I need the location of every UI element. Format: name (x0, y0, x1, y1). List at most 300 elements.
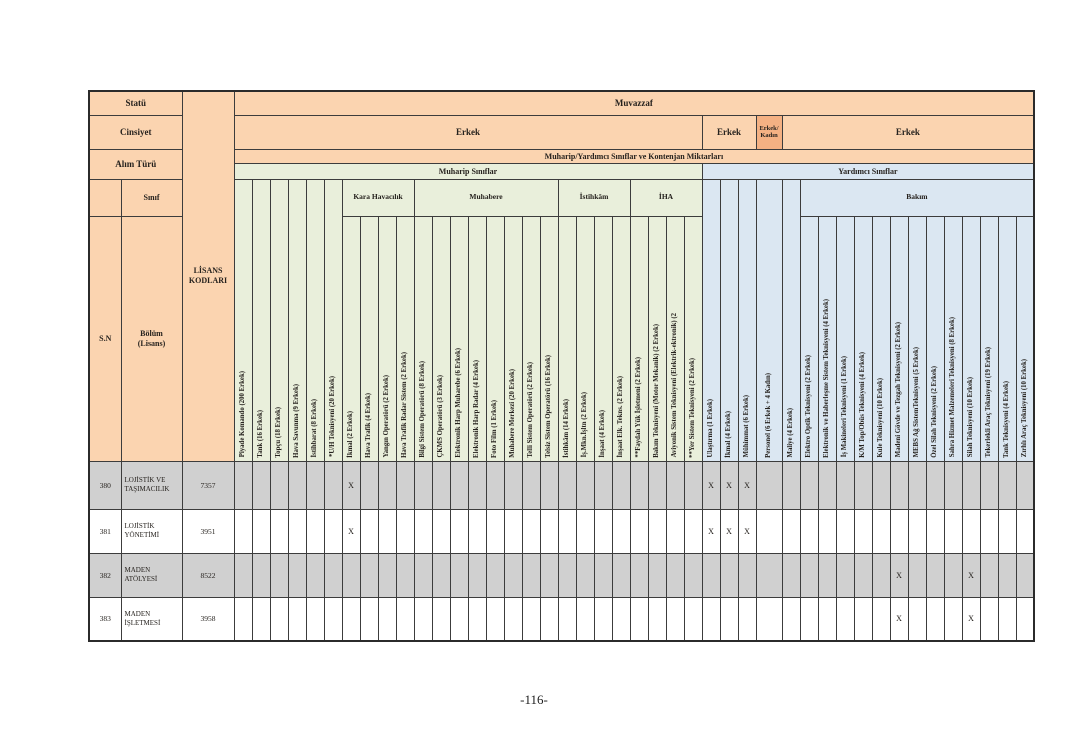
column-header (980, 216, 998, 461)
quota-cell (378, 597, 396, 641)
quota-cell (414, 597, 432, 641)
quota-cell (818, 461, 836, 509)
alim-turu-label: Alım Türü (89, 149, 182, 179)
column-header (908, 216, 926, 461)
column-header-text: İnşaat (4 Erkek) (599, 409, 607, 458)
column-header-text: Yangın Operatörü (2 Erkek) (383, 374, 391, 458)
column-header-text: Muhabere Merkezi (20 Erkek) (509, 368, 517, 458)
quota-cell (872, 509, 890, 553)
quota-cell (926, 509, 944, 553)
quota-cell (854, 553, 872, 597)
column-header (504, 216, 522, 461)
quota-cell (702, 597, 720, 641)
quota-cell (738, 597, 756, 641)
quota-cell (306, 461, 324, 509)
column-header (414, 216, 432, 461)
column-header (998, 216, 1016, 461)
quota-cell (1016, 461, 1034, 509)
quota-cell (1016, 553, 1034, 597)
column-header (666, 216, 684, 461)
quota-cell (252, 509, 270, 553)
row-bolum: LOJİSTİK VE TAŞIMACILIK (121, 461, 182, 509)
column-header-text: Piyade Komando (200 Erkek) (239, 371, 247, 458)
muvazzaf-cell: Muvazzaf (234, 91, 1034, 115)
column-header-text: İş Makineleri Teknisyeni (1 Erkek) (841, 356, 849, 458)
column-header (944, 216, 962, 461)
column-header-text: Mühimmat (6 Erkek) (743, 395, 751, 458)
quota-cell (720, 597, 738, 641)
quota-cell (378, 553, 396, 597)
quota-cell (800, 509, 818, 553)
column-header-text: **Yer Sistem Teknisyeni (2 Erkek) (689, 357, 697, 458)
row-kod: 3951 (182, 509, 234, 553)
column-header (270, 179, 288, 461)
quota-cell (944, 509, 962, 553)
quota-cell (998, 553, 1016, 597)
gender-cell: Erkek (234, 115, 702, 149)
column-header-text: Maliye (4 Erkek) (787, 408, 795, 458)
column-header (800, 216, 818, 461)
section-muharip: Muharip Sınıflar (234, 163, 702, 179)
quota-cell (782, 461, 800, 509)
quota-cell-marked: X (890, 553, 908, 597)
quota-cell (782, 597, 800, 641)
quota-cell (648, 509, 666, 553)
row-bolum: LOJİSTİK YÖNETİMİ (121, 509, 182, 553)
column-header (540, 216, 558, 461)
quota-cell (612, 597, 630, 641)
column-header-text: Sahra Hizmet Malzemeleri Teknisyeni (8 Erkek) (949, 317, 957, 458)
column-header (890, 216, 908, 461)
column-header-text: İnşaat Elk. Tekns. (2 Erkek) (617, 375, 625, 458)
column-header-text: İkmal (4 Erkek) (725, 410, 733, 458)
column-header-text: Elektronik Harp Radar (4 Erkek) (473, 359, 481, 458)
quota-cell (432, 553, 450, 597)
column-header (648, 216, 666, 461)
quota-cell (396, 461, 414, 509)
column-header (432, 216, 450, 461)
row-bolum: MADEN İŞLETMESİ (121, 597, 182, 641)
quota-cell (926, 597, 944, 641)
quota-cell (612, 553, 630, 597)
column-header (306, 179, 324, 461)
quota-cell (540, 509, 558, 553)
column-header-text: Tekerlekli Araç Teknisyeni (19 Erkek) (985, 347, 993, 458)
quota-cell (468, 461, 486, 509)
column-header (756, 179, 782, 461)
quota-cell-marked: X (342, 509, 360, 553)
quota-cell (998, 597, 1016, 641)
column-header (324, 179, 342, 461)
quota-cell (702, 553, 720, 597)
column-header-text: Foto Film (1 Erkek) (491, 399, 499, 458)
gender-cell: Erkek/ Kadın (756, 115, 782, 149)
quota-cell (558, 461, 576, 509)
quota-cell (648, 597, 666, 641)
quota-cell (414, 461, 432, 509)
kontenjan-title: Muharip/Yardımcı Sınıflar ve Kontenjan Miktarları (234, 149, 1034, 163)
column-header (702, 179, 720, 461)
quota-cell (432, 597, 450, 641)
lisans-kodlari-label: LİSANS KODLARI (182, 91, 234, 461)
quota-cell (288, 597, 306, 641)
quota-cell (818, 597, 836, 641)
quota-cell (756, 509, 782, 553)
quota-cell (432, 509, 450, 553)
quota-cell-marked: X (702, 509, 720, 553)
quota-cell (234, 553, 252, 597)
quota-cell (468, 553, 486, 597)
column-header (486, 216, 504, 461)
column-header-text: Zırhlı Araç Teknisyeni (10 Erkek) (1021, 359, 1029, 458)
sn-top-cell (89, 179, 121, 216)
column-header-text: Elektro Optik Teknisyeni (2 Erkek) (805, 354, 813, 458)
column-header-text: K/M Top/Obüs Teknisyeni (4 Erkek) (859, 351, 867, 458)
quota-cell (666, 553, 684, 597)
quota-cell (1016, 597, 1034, 641)
column-group-label: İHA (630, 179, 702, 216)
column-header (1016, 216, 1034, 461)
column-header-text: Hava Trafik (4 Erkek) (365, 392, 373, 458)
quota-cell (782, 553, 800, 597)
quota-cell-marked: X (738, 461, 756, 509)
column-header (378, 216, 396, 461)
quota-cell (944, 597, 962, 641)
quota-cell (666, 597, 684, 641)
quota-cell (684, 597, 702, 641)
column-header (450, 216, 468, 461)
quota-cell (890, 461, 908, 509)
quota-cell-marked: X (702, 461, 720, 509)
quota-cell (504, 509, 522, 553)
column-header (872, 216, 890, 461)
quota-cell (540, 597, 558, 641)
quota-cell (306, 553, 324, 597)
table-row (89, 553, 1034, 597)
column-header-text: MEBS Ağ SistemTeknisyeni (5 Erkek) (913, 347, 921, 458)
column-header (782, 179, 800, 461)
table-row (89, 597, 1034, 641)
quota-table (88, 90, 1035, 642)
gender-cell: Erkek (782, 115, 1034, 149)
quota-cell (980, 597, 998, 641)
quota-cell (558, 553, 576, 597)
quota-cell (576, 597, 594, 641)
quota-cell (450, 553, 468, 597)
quota-cell (648, 461, 666, 509)
quota-cell (836, 461, 854, 509)
quota-cell (594, 553, 612, 597)
quota-cell (962, 509, 980, 553)
quota-cell (558, 509, 576, 553)
quota-cell-marked: X (890, 597, 908, 641)
quota-cell-marked: X (342, 461, 360, 509)
quota-cell-marked: X (720, 461, 738, 509)
column-header (360, 216, 378, 461)
column-header (234, 179, 252, 461)
quota-cell (630, 597, 648, 641)
column-header-text: Bilgi Sistem Operatörü (8 Erkek) (419, 360, 427, 458)
quota-cell (306, 509, 324, 553)
quota-cell (414, 553, 432, 597)
quota-cell (396, 553, 414, 597)
quota-cell (468, 509, 486, 553)
quota-cell (270, 509, 288, 553)
quota-cell (360, 553, 378, 597)
quota-cell (288, 509, 306, 553)
quota-cell (630, 553, 648, 597)
column-group-label: Kara Havacılık (342, 179, 414, 216)
quota-cell (944, 461, 962, 509)
column-header-text: Madeni Gövde ve Tezgah Teknisyeni (2 Erkek) (895, 322, 903, 458)
quota-cell (342, 553, 360, 597)
quota-cell (522, 553, 540, 597)
column-header (836, 216, 854, 461)
column-group-label: Bakım (800, 179, 1034, 216)
quota-cell (270, 553, 288, 597)
quota-cell (612, 461, 630, 509)
column-header (962, 216, 980, 461)
column-header-text: Ulaştırma (1 Erkek) (707, 398, 715, 458)
sinif-label: Sınıf (121, 179, 182, 216)
quota-cell (504, 461, 522, 509)
row-kod: 7357 (182, 461, 234, 509)
row-kod: 3958 (182, 597, 234, 641)
column-group-label: Muhabere (414, 179, 558, 216)
column-header-text: Özel Silah Teknisyeni (2 Erkek) (931, 365, 939, 458)
quota-cell (612, 509, 630, 553)
quota-cell (872, 461, 890, 509)
column-header-text: İstihkâm (14 Erkek) (563, 398, 571, 458)
quota-cell (854, 461, 872, 509)
quota-cell (962, 461, 980, 509)
quota-cell (684, 509, 702, 553)
column-header-text: Telsiz Sistem Operatörü (16 Erkek) (545, 354, 553, 458)
column-header (630, 216, 648, 461)
quota-cell (540, 553, 558, 597)
quota-cell (270, 597, 288, 641)
quota-cell-marked: X (720, 509, 738, 553)
column-header-text: **Faydalı Yük İşletmeni (2 Erkek) (635, 356, 643, 458)
quota-cell (234, 509, 252, 553)
column-header (522, 216, 540, 461)
quota-cell (854, 509, 872, 553)
column-header-text: İstihbarat (8 Erkek) (311, 398, 319, 458)
quota-cell (378, 509, 396, 553)
bolum-lisans-label: Bölüm (Lisans) (121, 216, 182, 461)
column-header (818, 216, 836, 461)
quota-cell (396, 509, 414, 553)
quota-cell (234, 461, 252, 509)
quota-cell (872, 597, 890, 641)
quota-cell (288, 461, 306, 509)
quota-cell (980, 553, 998, 597)
quota-cell (836, 597, 854, 641)
row-bolum: MADEN ATÖLYESİ (121, 553, 182, 597)
quota-cell (998, 509, 1016, 553)
table-row (89, 509, 1034, 553)
quota-cell (836, 553, 854, 597)
quota-cell (504, 597, 522, 641)
column-header-text: Telli Sistem Operatörü (2 Erkek) (527, 361, 535, 458)
quota-cell (630, 461, 648, 509)
quota-cell (666, 461, 684, 509)
column-header-text: Topçu (18 Erkek) (275, 406, 283, 458)
quota-cell (450, 597, 468, 641)
quota-cell (576, 553, 594, 597)
quota-cell (720, 553, 738, 597)
quota-cell (666, 509, 684, 553)
column-header-text: Elektronik ve Haberleşme Sistem Teknisyeni (4 Erkek) (823, 298, 831, 458)
quota-cell (360, 509, 378, 553)
quota-cell (594, 597, 612, 641)
quota-cell (324, 553, 342, 597)
quota-cell (504, 553, 522, 597)
quota-cell (756, 597, 782, 641)
quota-cell (522, 597, 540, 641)
quota-cell (288, 553, 306, 597)
column-header (342, 216, 360, 461)
quota-cell (576, 461, 594, 509)
quota-cell (782, 509, 800, 553)
column-header (252, 179, 270, 461)
quota-cell (360, 597, 378, 641)
quota-cell (800, 553, 818, 597)
column-header (594, 216, 612, 461)
quota-cell (738, 553, 756, 597)
quota-cell (800, 597, 818, 641)
column-header (288, 179, 306, 461)
quota-cell (450, 461, 468, 509)
quota-cell (944, 553, 962, 597)
column-header-text: Hava Trafik Radar Sistem (2 Erkek) (401, 351, 409, 458)
quota-cell (540, 461, 558, 509)
quota-cell (908, 509, 926, 553)
row-sn: 381 (89, 509, 121, 553)
column-header-text: ÇKMS Operatörü (3 Erkek) (437, 375, 445, 458)
quota-cell (234, 597, 252, 641)
quota-cell (396, 597, 414, 641)
quota-cell (684, 461, 702, 509)
quota-cell (836, 509, 854, 553)
quota-cell (872, 553, 890, 597)
row-kod: 8522 (182, 553, 234, 597)
column-header-text: Silah Teknisyeni (10 Erkek) (967, 377, 975, 458)
quota-cell-marked: X (962, 597, 980, 641)
column-header (612, 216, 630, 461)
column-header (396, 216, 414, 461)
quota-cell (522, 509, 540, 553)
quota-cell (558, 597, 576, 641)
quota-cell (756, 553, 782, 597)
column-header-text: Aviyonik Sistem Teknisyeni (Elektrik-ektronik) (2 (671, 313, 679, 458)
quota-cell (360, 461, 378, 509)
quota-cell (270, 461, 288, 509)
quota-cell (854, 597, 872, 641)
column-header-text: Personel (6 Erkek + 4 Kadın) (765, 372, 773, 458)
column-header-text: İkmal (2 Erkek) (347, 410, 355, 458)
quota-cell (486, 509, 504, 553)
quota-cell (450, 509, 468, 553)
quota-cell (684, 553, 702, 597)
column-header (926, 216, 944, 461)
quota-cell (1016, 509, 1034, 553)
quota-cell (306, 597, 324, 641)
quota-cell (252, 597, 270, 641)
quota-cell (980, 461, 998, 509)
quota-cell (468, 597, 486, 641)
gender-cell: Erkek (702, 115, 756, 149)
quota-cell-marked: X (738, 509, 756, 553)
page-number: -116- (520, 692, 548, 707)
column-header-text: *U/H Teknisyeni (20 Erkek) (329, 376, 337, 458)
statu-label: Statü (89, 91, 182, 115)
column-header-text: Kule Teknisyeni (10 Erkek) (877, 377, 885, 458)
column-header (468, 216, 486, 461)
column-header (684, 216, 702, 461)
quota-cell (818, 509, 836, 553)
column-header (576, 216, 594, 461)
quota-cell (908, 461, 926, 509)
column-header-text: İş.Mkn.İşltn (2 Erkek) (581, 392, 589, 458)
column-header-text: Tank (16 Erkek) (257, 409, 265, 458)
sn-label: S.N (89, 216, 121, 461)
column-header (854, 216, 872, 461)
quota-cell (486, 461, 504, 509)
quota-cell (378, 461, 396, 509)
quota-cell (756, 461, 782, 509)
table-row (89, 461, 1034, 509)
column-header-text: Bakım Teknisyeni (Motor Mekanik) (2 Erkek) (653, 323, 661, 458)
column-header (738, 179, 756, 461)
column-header (558, 216, 576, 461)
quota-cell (594, 509, 612, 553)
row-sn: 380 (89, 461, 121, 509)
quota-cell (980, 509, 998, 553)
quota-cell (818, 553, 836, 597)
quota-cell (486, 553, 504, 597)
quota-cell (926, 553, 944, 597)
quota-cell (324, 597, 342, 641)
quota-cell (998, 461, 1016, 509)
quota-cell (576, 509, 594, 553)
quota-cell-marked: X (962, 553, 980, 597)
column-header-text: Hava Savunma (9 Erkek) (293, 383, 301, 458)
quota-cell (252, 553, 270, 597)
column-header (720, 179, 738, 461)
quota-cell (522, 461, 540, 509)
section-yardimci: Yardımcı Sınıflar (702, 163, 1034, 179)
quota-cell (432, 461, 450, 509)
quota-cell (486, 597, 504, 641)
column-header-text: Tank Teknisyeni (4 Erkek) (1003, 380, 1011, 458)
quota-cell (324, 509, 342, 553)
cinsiyet-label: Cinsiyet (89, 115, 182, 149)
quota-cell (926, 461, 944, 509)
row-sn: 382 (89, 553, 121, 597)
quota-cell (594, 461, 612, 509)
quota-cell (890, 509, 908, 553)
quota-cell (342, 597, 360, 641)
column-group-label: İstihkâm (558, 179, 630, 216)
quota-cell (630, 509, 648, 553)
quota-cell (908, 553, 926, 597)
quota-cell (908, 597, 926, 641)
quota-cell (648, 553, 666, 597)
quota-cell (800, 461, 818, 509)
column-header-text: Elektronik Harp Muharebe (6 Erkek) (455, 347, 463, 458)
quota-cell (252, 461, 270, 509)
